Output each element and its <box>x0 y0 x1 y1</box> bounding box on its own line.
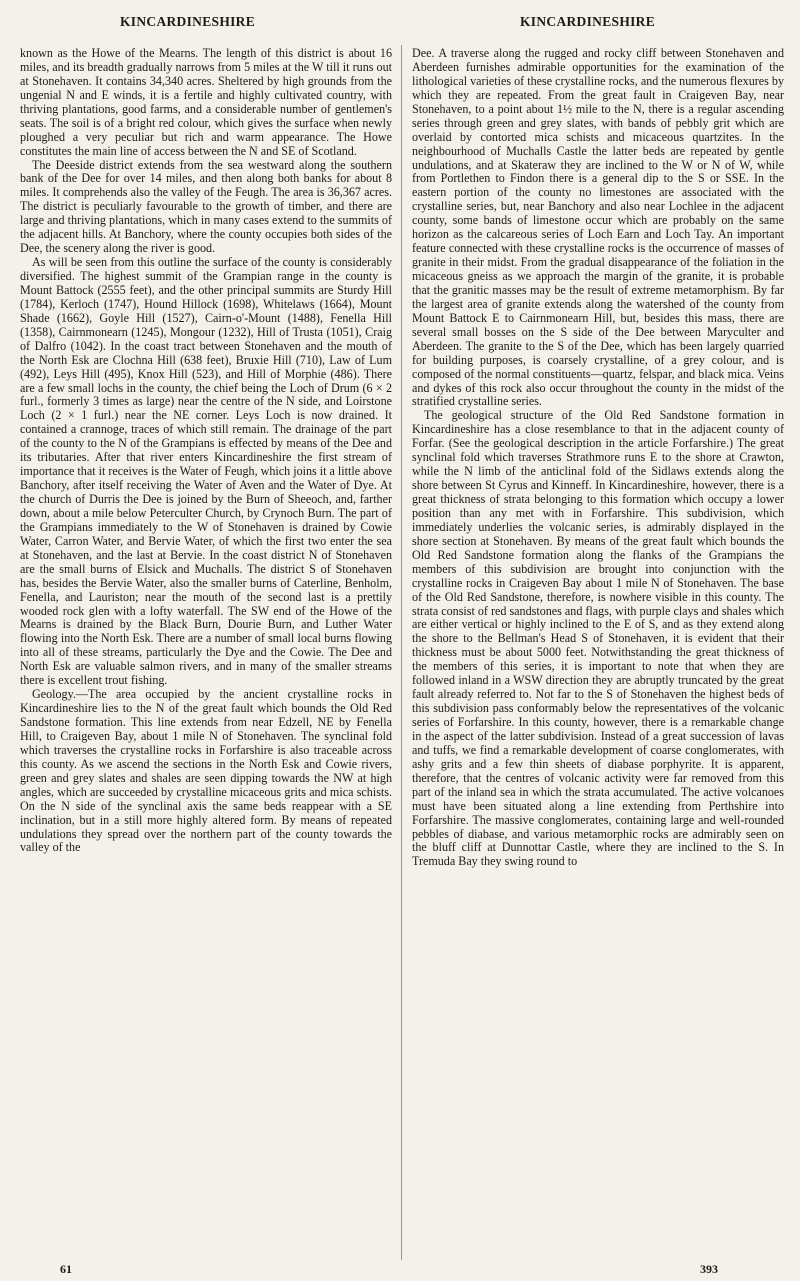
signature-number: 61 <box>60 1262 72 1276</box>
paragraph-surface: As will be seen from this outline the surface of the county is considerably diversified. The highest summit of the Grampian range in the county is Mount Battock (2555 feet), and the other principal summits are Sturdy Hill (1784), Kerloch (1747), Hound Hillock (1698), Whitelaws (1664), Mount Shade (1662), Goyle Hill (1527), Cairn-o'-Mount (1488), Fenella Hill (1358), Cairnmonearn (1245), Mongour (1232), Hill of Trusta (1051), Craig of Dalfro (1042). In the coast tract between Stonehaven and the mouth of the North Esk are Clochna Hill (638 feet), Bruxie Hill (710), Law of Lum (492), Leys Hill (495), Knox Hill (523), and Hill of Morphie (486). There are a few small lochs in the county, the chief being the Loch of Drum (6 × 2 furl., formerly 3 times as large) near the centre of the N side, and Loirstone Loch (2 × 1 furl.) near the NE corner. Leys Loch is now drained. It contained a crannoge, traces of which still remain. The drainage of the part of the county to the N of the Grampians is effected by means of the Dee and its tributaries. After that river enters Kincardineshire the first stream of importance that it receives is the Water of Feugh, which joins it a little above Banchory, after itself receiving the Water of Aven and the Water of Dye. At the church of Durris the Dee is joined by the Burn of Sheeoch, and, farther down, about a mile below Peterculter Church, by Crynoch Burn. The part of the Grampians immediately to the W of Stonehaven is drained by Cowie Water, Carron Water, and Bervie Water, of which the first two enter the sea at Stonehaven, and the last at Bervie. In the coast district N of Stonehaven are the small burns of Elsick and Muchalls. The district S of Stonehaven has, besides the Bervie Water, also the smaller burns of Caterline, Benholm, Fenella, and Lauriston; near the mouth of the second last is a prettily wooded rock glen with a lofty waterfall. The SW end of the Howe of the Mearns is drained by the Black Burn, Dourie Burn, and Luther Water flowing into the North Esk. There are a number of small local burns flowing into all of these streams, particularly the Dye and the Cowie. The Dee and North Esk are valuable salmon rivers, and in many of the smaller streams there is excellent trout fishing. <box>20 255 392 688</box>
running-head-right: KINCARDINESHIRE <box>520 14 656 29</box>
page-number: 393 <box>700 1262 718 1276</box>
right-column <box>412 47 784 1257</box>
paragraph-old-red-sandstone: The geological structure of the Old Red Sandstone formation in Kincardineshire has a close resemblance to that in the adjacent county of Forfar. (See the geological description in the article Forfarshire.) The great synclinal fold which traverses Strathmore runs E to the shore at Crawton, while the N limb of the anticlinal fold of the Sidlaws extends along the shore between St Cyrus and Kinneff. In Kincardineshire, however, there is a great thickness of strata belonging to this formation which occupy a lower position than any met with in Forfarshire. This subdivision, which immediately underlies the volcanic series, is admirably displayed in the shore section at Stonehaven. By means of the great fault which bounds the Old Red Sandstone formation along the flanks of the Grampians the members of this subdivision are brought into conjunction with the crystalline rocks in Craigeven Bay about 1 mile N of Stonehaven. The base of the Old Red Sandstone, therefore, is nowhere visible in this county. The strata consist of red sandstones and flags, with purple clays and shales which are either vertical or highly inclined to the E of S, and as they extend along the shore to the Bellman's Head S of Stonehaven, it is evident that their thickness must be about 5000 feet. Notwithstanding the great thickness of the members of this series, it is important to note that when they are followed inland in a WSW direction they are abruptly truncated by the great fault already referred to. Not far to the S of Stonehaven the highest beds of this subdivision pass conformably below the representatives of the volcanic series of Forfarshire. In this county, however, there is a remarkable change in the aspect of the latter subdivision. Instead of a great succession of lavas and tuffs, we find a remarkable development of coarse conglomerates, with ashy grits and a few thin sheets of diabase porphyrite. It is apparent, therefore, that the centres of volcanic activity were far removed from this part of the inland sea in which the strata accumulated. The active volcanoes must have been situated along a line extending from Perthshire into Forfarshire. The massive conglomerates, containing large and well-rounded pebbles of diabase, and various metamorphic rocks are admirably seen on the bluff cliff at Dunnottar Castle, where they are inclined to the S. In Tremuda Bay they swing round to <box>412 408 784 869</box>
left-column <box>20 47 392 1257</box>
paragraph-deeside: The Deeside district extends from the sea westward along the southern bank of the Dee for over 14 miles, and then along both banks for about 8 miles. It comprehends also the valley of the Feugh. The area is 36,367 acres. The district is peculiarly favourable to the growth of timber, and there are large and thriving plantations, which in many cases extend to the summits of the adjacent hills. At Banchory, where the county occupies both sides of the Dee, the scenery along the river is good. <box>20 157 392 256</box>
running-head-left: KINCARDINESHIRE <box>120 14 256 29</box>
paragraph-crystalline-rocks: Dee. A traverse along the rugged and rocky cliff between Stonehaven and Aberdeen furnishes admirable opportunities for the examination of the lithological varieties of these crystalline rocks, and the numerous flexures by which they are repeated. From the great fault in Craigeven Bay, near Stonehaven, to a point about 1½ mile to the N, there is a regular ascending series through green and grey slates, with bands of pebbly grit which are overlaid by contorted mica schists and micaceous quartzites. In the neighbourhood of Muchalls Castle the latter beds are repeated by gentle undulations, and at Skateraw they are inclined to the W or N of W, while from Portlethen to Findon there is a general dip to the S or SSE. In the eastern portion of the county no limestones are associated with the crystalline series, but, near Banchory and also near Lochlee in the adjacent county, some bands of limestone occur which are probably on the same horizon as the calcareous series of Loch Earn and Loch Tay. An important feature connected with these crystalline rocks is the occurrence of masses of granite in their midst. From the gradual disappearance of the foliation in the micaceous gneiss as we approach the margin of the granite, it is probable that the granitic masses may be the result of extreme metamorphism. By far the largest area of granite extends along the watershed of the county from Mount Battock E to Cairnmonearn Hill, but, besides this mass, there are several small bosses on the S side of the Dee between Maryculter and Aberdeen. The granite to the S of the Dee, which has been largely quarried for building purposes, is coarsely crystalline, of a grey colour, and is composed of the normal constituents—quartz, felspar, and black mica. Veins and dykes of this rock also occur throughout the county in the midst of the stratified crystalline series. <box>412 47 784 409</box>
column-divider <box>401 45 402 1260</box>
paragraph-howe: known as the Howe of the Mearns. The length of this district is about 16 miles, and its breadth gradually narrows from 5 miles at the W till it runs out at Stonehaven. It contains 34,340 acres. Sheltered by high grounds from the ungenial N and E winds, it is a fertile and highly cultivated country, with thriving plantations, good farms, and a considerable number of gentlemen's seats. The soil is of a bright red colour, which gives the surface when newly ploughed a very peculiar but rich and warm appearance. The Howe constitutes the main line of access between the N and SE of Scotland. <box>20 47 392 158</box>
paragraph-geology: Geology.—The area occupied by the ancient crystalline rocks in Kincardineshire lies to the N of the great fault which bounds the Old Red Sandstone formation. This line extends from near Edzell, NE by Fenella Hill, to Craigeven Bay, about 1 mile N of Stonehaven. The synclinal fold which traverses the crystalline rocks in Forfarshire is also traceable across this county. As we ascend the sections in the North Esk and Cowie rivers, green and grey slates and shales are seen dipping towards the NW at high angles, which are succeeded by crystalline micaceous grits and mica schists. On the N side of the synclinal axis the same beds reappear with a SE inclination, but in a still more highly altered form. By means of repeated undulations they spread over the northern part of the county towards the valley of the <box>20 687 392 855</box>
